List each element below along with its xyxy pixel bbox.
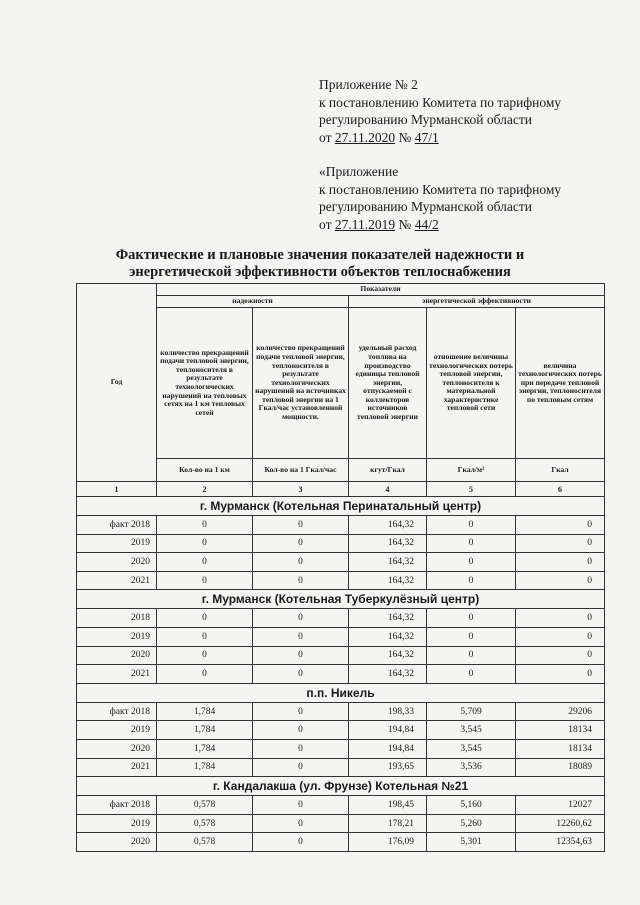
section-row — [77, 683, 605, 702]
value-cell: 0 — [427, 571, 516, 590]
value-cell: 1,784 — [157, 721, 253, 740]
appendix-line: к постановлению Комитета по тарифному — [319, 94, 562, 110]
unit-col2: Кол-во на 1 км — [157, 459, 253, 482]
header-year: Год — [77, 284, 157, 482]
value-cell: 0 — [157, 516, 253, 535]
value-cell: 164,32 — [349, 609, 427, 628]
year-cell: 2019 — [77, 534, 157, 553]
header-indicators: Показатели — [157, 284, 605, 296]
appendix-previous-header — [319, 163, 561, 233]
year-cell: факт 2018 — [77, 796, 157, 815]
value-cell: 198,45 — [349, 796, 427, 815]
value-cell: 0 — [516, 646, 605, 665]
value-cell: 0 — [427, 646, 516, 665]
table-row — [77, 534, 605, 553]
section-title: г. Мурманск (Котельная Туберкулёзный центр) — [77, 590, 605, 609]
year-cell: 2021 — [77, 665, 157, 684]
value-cell: 0 — [157, 646, 253, 665]
value-cell: 194,84 — [349, 739, 427, 758]
unit-col3: Кол-во на 1 Гкал/час — [253, 459, 349, 482]
value-cell: 0 — [253, 796, 349, 815]
date-prefix: от — [319, 216, 335, 232]
table-row — [77, 516, 605, 535]
value-cell: 0 — [516, 571, 605, 590]
appendix-number: 47/1 — [414, 129, 439, 145]
year-cell: 2019 — [77, 627, 157, 646]
table-row — [77, 758, 605, 777]
table-row — [77, 646, 605, 665]
value-cell: 0 — [157, 665, 253, 684]
value-cell: 0 — [253, 702, 349, 721]
appendix-date-line — [319, 216, 561, 234]
value-cell: 0 — [427, 534, 516, 553]
number-prefix: № — [395, 129, 415, 145]
appendix-date: 27.11.2020 — [334, 129, 396, 145]
header-col6: величина технологических потерь при передаче тепловой энергии, теплоносителя по тепловым сетям — [516, 308, 605, 459]
document-title — [0, 247, 640, 281]
table-row — [77, 553, 605, 572]
appendix-line: к постановлению Комитета по тарифному — [319, 181, 562, 197]
header-col5: отношение величины технологических потерь тепловой энергии, теплоносителя к материальной характеристике тепловой сети — [427, 308, 516, 459]
unit-col4: кгут/Гкал — [349, 459, 427, 482]
col-number: 2 — [157, 482, 253, 497]
value-cell: 12354,63 — [516, 833, 605, 852]
appendix-date: 27.11.2019 — [334, 216, 396, 232]
value-cell: 0 — [253, 833, 349, 852]
appendix-title: Приложение № 2 — [319, 77, 418, 92]
value-cell: 1,784 — [157, 702, 253, 721]
value-cell: 0 — [516, 534, 605, 553]
value-cell: 164,32 — [349, 516, 427, 535]
header-reliability: надежности — [157, 296, 349, 308]
value-cell: 0,578 — [157, 814, 253, 833]
value-cell: 0 — [253, 571, 349, 590]
value-cell: 0 — [157, 534, 253, 553]
year-cell: факт 2018 — [77, 516, 157, 535]
table-row — [77, 814, 605, 833]
value-cell: 0 — [516, 627, 605, 646]
value-cell: 194,84 — [349, 721, 427, 740]
value-cell: 0,578 — [157, 833, 253, 852]
value-cell: 0 — [427, 609, 516, 628]
table-row — [77, 739, 605, 758]
value-cell: 18089 — [516, 758, 605, 777]
value-cell: 3,545 — [427, 721, 516, 740]
indicators-table — [76, 283, 605, 852]
title-line: Фактические и плановые значения показателей надежности и — [115, 247, 525, 263]
value-cell: 0 — [253, 609, 349, 628]
value-cell: 5,301 — [427, 833, 516, 852]
number-prefix: № — [395, 216, 415, 232]
value-cell: 0 — [253, 553, 349, 572]
value-cell: 193,65 — [349, 758, 427, 777]
value-cell: 164,32 — [349, 571, 427, 590]
value-cell: 0 — [253, 646, 349, 665]
header-efficiency: энергетической эффективности — [349, 296, 605, 308]
title-line: энергетической эффективности объектов теплоснабжения — [129, 264, 511, 280]
value-cell: 0 — [253, 516, 349, 535]
year-cell: 2020 — [77, 553, 157, 572]
section-title: п.п. Никель — [77, 683, 605, 702]
value-cell: 164,32 — [349, 627, 427, 646]
value-cell: 0 — [253, 758, 349, 777]
section-title: г. Кандалакша (ул. Фрунзе) Котельная №21 — [77, 777, 605, 796]
value-cell: 0 — [253, 534, 349, 553]
table-row — [77, 609, 605, 628]
year-cell: 2021 — [77, 758, 157, 777]
value-cell: 0 — [516, 516, 605, 535]
value-cell: 0 — [427, 627, 516, 646]
col-number: 6 — [516, 482, 605, 497]
unit-col6: Гкал — [516, 459, 605, 482]
year-cell: 2019 — [77, 814, 157, 833]
year-cell: 2018 — [77, 609, 157, 628]
value-cell: 0 — [253, 721, 349, 740]
value-cell: 18134 — [516, 739, 605, 758]
year-cell: 2020 — [77, 739, 157, 758]
year-cell: 2021 — [77, 571, 157, 590]
value-cell: 0 — [516, 553, 605, 572]
value-cell: 0 — [516, 665, 605, 684]
year-cell: 2020 — [77, 833, 157, 852]
value-cell: 164,32 — [349, 553, 427, 572]
value-cell: 176,09 — [349, 833, 427, 852]
header-col2: количество прекращений подачи тепловой энергии, теплоносителя в результате технологических нарушений на тепловых сетях на 1 км тепловых сетей — [157, 308, 253, 459]
table-row — [77, 571, 605, 590]
unit-col5: Гкал/м² — [427, 459, 516, 482]
year-cell: 2019 — [77, 721, 157, 740]
value-cell: 29206 — [516, 702, 605, 721]
header-col3: количество прекращений подачи тепловой энергии, теплоносителя в результате технологических нарушений на источниках тепловой энергии на 1 Гкал/час установленной мощности. — [253, 308, 349, 459]
value-cell: 164,32 — [349, 646, 427, 665]
table-row — [77, 721, 605, 740]
value-cell: 0 — [157, 553, 253, 572]
value-cell: 12027 — [516, 796, 605, 815]
value-cell: 0 — [253, 665, 349, 684]
appendix-title: «Приложение — [319, 164, 399, 179]
value-cell: 198,33 — [349, 702, 427, 721]
col-number: 1 — [77, 482, 157, 497]
value-cell: 0 — [157, 609, 253, 628]
value-cell: 0 — [157, 627, 253, 646]
value-cell: 18134 — [516, 721, 605, 740]
table-row — [77, 833, 605, 852]
date-prefix: от — [319, 129, 335, 145]
value-cell: 12260,62 — [516, 814, 605, 833]
value-cell: 5,709 — [427, 702, 516, 721]
value-cell: 0,578 — [157, 796, 253, 815]
value-cell: 0 — [253, 627, 349, 646]
value-cell: 0 — [157, 571, 253, 590]
appendix-line: регулированию Мурманской области — [319, 112, 532, 127]
col-number: 4 — [349, 482, 427, 497]
year-cell: факт 2018 — [77, 702, 157, 721]
section-row — [77, 497, 605, 516]
section-title: г. Мурманск (Котельная Перинатальный центр) — [77, 497, 605, 516]
value-cell: 3,536 — [427, 758, 516, 777]
value-cell: 0 — [427, 553, 516, 572]
value-cell: 0 — [516, 609, 605, 628]
value-cell: 1,784 — [157, 739, 253, 758]
table-row — [77, 796, 605, 815]
section-row — [77, 590, 605, 609]
table-row — [77, 665, 605, 684]
value-cell: 5,260 — [427, 814, 516, 833]
section-row — [77, 777, 605, 796]
col-number: 3 — [253, 482, 349, 497]
year-cell: 2020 — [77, 646, 157, 665]
value-cell: 178,21 — [349, 814, 427, 833]
value-cell: 164,32 — [349, 534, 427, 553]
value-cell: 0 — [253, 739, 349, 758]
value-cell: 0 — [427, 665, 516, 684]
table-row — [77, 627, 605, 646]
header-col4: удельный расход топлива на производство единицы тепловой энергии, отпускаемой с коллекторов источников тепловой энергии — [349, 308, 427, 459]
value-cell: 1,784 — [157, 758, 253, 777]
value-cell: 0 — [253, 814, 349, 833]
appendix-line: регулированию Мурманской области — [319, 199, 532, 214]
appendix-current-header — [319, 76, 561, 146]
value-cell: 0 — [427, 516, 516, 535]
table-row — [77, 702, 605, 721]
value-cell: 164,32 — [349, 665, 427, 684]
appendix-date-line — [319, 129, 561, 147]
col-number: 5 — [427, 482, 516, 497]
value-cell: 5,160 — [427, 796, 516, 815]
value-cell: 3,545 — [427, 739, 516, 758]
appendix-number: 44/2 — [414, 216, 439, 232]
